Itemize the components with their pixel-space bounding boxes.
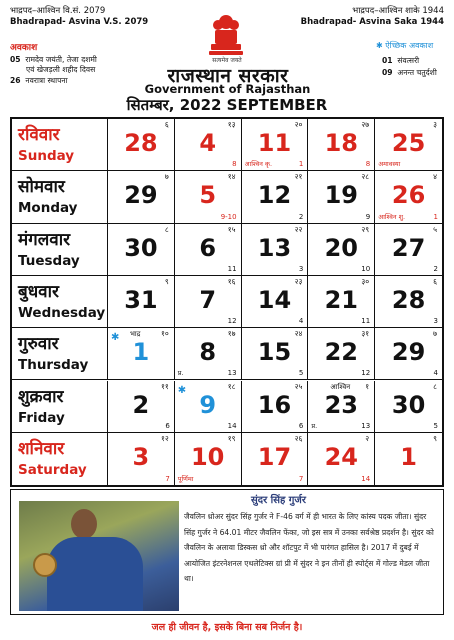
date-cell[interactable] bbox=[242, 276, 309, 327]
tithi-number: १२ bbox=[160, 433, 169, 443]
tithi-number: १४ bbox=[227, 172, 236, 182]
weekday-hindi: गुरुवार bbox=[18, 334, 59, 355]
optional-holiday-star-icon: ✱ bbox=[111, 332, 120, 344]
saka-english: Bhadrapad- Asvina Saka 1944 bbox=[300, 17, 444, 27]
nakshatra-number: 13 bbox=[361, 421, 371, 430]
date-number: 30 bbox=[391, 390, 426, 419]
date-cell[interactable] bbox=[375, 433, 442, 485]
holidays-title: अवकाश bbox=[10, 43, 38, 53]
date-cell[interactable] bbox=[175, 119, 242, 170]
tithi-number: २७ bbox=[361, 120, 370, 129]
date-number: 13 bbox=[257, 233, 292, 262]
date-number: 19 bbox=[324, 181, 358, 210]
tithi-number: १९ bbox=[227, 433, 236, 443]
tithi-number: ३१ bbox=[361, 329, 370, 339]
date-number: 23 bbox=[324, 390, 358, 419]
weekday-english: Sunday bbox=[18, 148, 75, 164]
nakshatra-number: 11 bbox=[361, 317, 371, 326]
tithi-number: ८ bbox=[433, 381, 437, 391]
weekday-label bbox=[12, 381, 108, 432]
date-number: 1 bbox=[400, 442, 417, 471]
weekday-english: Thursday bbox=[18, 357, 89, 374]
tithi-number: ५ bbox=[433, 224, 437, 234]
date-cell[interactable] bbox=[242, 224, 309, 275]
date-note: आश्विन शु. bbox=[378, 212, 406, 221]
date-number: 8 bbox=[199, 338, 217, 367]
weekday-hindi: रविवार bbox=[18, 125, 60, 145]
weekday-label bbox=[12, 433, 108, 485]
weekday-english: Saturday bbox=[18, 461, 87, 478]
tithi-number: २१ bbox=[294, 172, 303, 182]
month-change-label: आश्विन bbox=[330, 382, 351, 391]
calendar-grid bbox=[10, 117, 444, 487]
tithi-number: ३० bbox=[361, 276, 370, 286]
nakshatra-number: 9-10 bbox=[220, 212, 237, 221]
date-number: 17 bbox=[257, 442, 292, 471]
date-cell[interactable] bbox=[375, 171, 442, 222]
date-number: 31 bbox=[124, 285, 158, 314]
date-cell[interactable] bbox=[175, 224, 242, 275]
week-row bbox=[12, 381, 442, 433]
weekday-hindi: मंगलवार bbox=[18, 229, 71, 250]
nakshatra-number: 14 bbox=[227, 421, 237, 430]
nakshatra-number: 3 bbox=[298, 264, 304, 273]
weekday-english: Wednesday bbox=[18, 304, 106, 321]
date-number: 2 bbox=[132, 390, 150, 419]
nakshatra-number: 1 bbox=[433, 212, 438, 221]
optional-holiday-item: 09 अनन्त चतुर्दशी bbox=[382, 68, 437, 77]
tithi-number: १६ bbox=[227, 276, 236, 286]
weekday-hindi: शुक्रवार bbox=[18, 386, 64, 407]
tithi-number: २९ bbox=[361, 224, 370, 234]
tithi-number: ३ bbox=[433, 120, 437, 129]
nakshatra-number: 14 bbox=[361, 475, 371, 484]
weekday-hindi: बुधवार bbox=[18, 281, 59, 302]
week-row bbox=[12, 224, 442, 276]
footer-slogan: जल ही जीवन है, इसके बिना सब निर्जन है। bbox=[151, 622, 303, 633]
nakshatra-number: 11 bbox=[227, 264, 237, 273]
date-cell[interactable] bbox=[175, 433, 242, 485]
nakshatra-number: 2 bbox=[433, 264, 438, 273]
optional-holidays-title: ✱ ऐच्छिक अवकाश bbox=[376, 41, 434, 50]
nakshatra-number: 4 bbox=[433, 369, 438, 378]
date-number: 20 bbox=[324, 233, 358, 262]
date-note: प्र. bbox=[311, 421, 318, 430]
date-cell[interactable] bbox=[108, 119, 175, 170]
nakshatra-number: 10 bbox=[361, 264, 371, 273]
date-number: 24 bbox=[324, 442, 358, 471]
vikram-samvat-hindi: भाद्रपद–आश्विन वि.सं. 2079 bbox=[10, 6, 106, 16]
date-note: अमावस्या bbox=[378, 160, 401, 169]
tithi-number: ९ bbox=[433, 433, 437, 443]
date-number: 7 bbox=[199, 285, 217, 314]
date-number: 12 bbox=[257, 181, 292, 210]
weekday-hindi: शनिवार bbox=[18, 438, 65, 459]
date-number: 3 bbox=[132, 442, 150, 471]
tithi-number: २ bbox=[365, 433, 370, 443]
athlete-photo bbox=[19, 501, 179, 611]
date-cell[interactable] bbox=[175, 328, 242, 379]
nakshatra-number: 2 bbox=[298, 212, 304, 221]
header-right bbox=[301, 6, 444, 28]
tithi-number: ७ bbox=[164, 172, 169, 182]
tithi-number: ६ bbox=[164, 120, 169, 129]
tithi-number: ९ bbox=[164, 276, 169, 286]
header-left bbox=[10, 6, 148, 28]
tithi-number: २५ bbox=[294, 381, 303, 391]
tithi-number: २० bbox=[294, 120, 303, 129]
weekday-label bbox=[12, 171, 108, 222]
date-number: 16 bbox=[257, 390, 292, 419]
vikram-samvat-english: Bhadrapad- Asvina V.S. 2079 bbox=[10, 17, 149, 27]
tithi-number: ४ bbox=[433, 172, 437, 182]
athlete-name: सुंदर सिंह गुर्जर bbox=[251, 495, 306, 506]
date-number: 18 bbox=[324, 129, 358, 157]
date-note: प्र. bbox=[177, 369, 184, 378]
date-cell[interactable] bbox=[108, 171, 175, 222]
date-number: 6 bbox=[199, 233, 217, 262]
holiday-item: 05 रामदेव जयंती, तेजा दशमी bbox=[10, 55, 97, 64]
date-cell[interactable] bbox=[108, 328, 175, 379]
date-note: आश्विन कृ. bbox=[244, 160, 273, 169]
saka-hindi: भाद्रपद–आश्विन शाके 1944 bbox=[352, 6, 444, 16]
week-row bbox=[12, 328, 442, 380]
tithi-number: १८ bbox=[227, 381, 236, 391]
date-cell[interactable] bbox=[242, 328, 309, 379]
date-cell[interactable] bbox=[175, 276, 242, 327]
holiday-item: 26 नवरात्रा स्थापना bbox=[10, 76, 68, 85]
date-cell[interactable] bbox=[242, 381, 309, 432]
weekday-english: Tuesday bbox=[18, 252, 80, 269]
date-cell[interactable] bbox=[175, 381, 242, 432]
tithi-number: १३ bbox=[227, 120, 236, 129]
tithi-number: ६ bbox=[433, 276, 437, 286]
date-number: 29 bbox=[391, 338, 426, 367]
weekday-label bbox=[12, 224, 108, 275]
date-cell[interactable] bbox=[375, 276, 442, 327]
tithi-number: २२ bbox=[294, 224, 303, 234]
optional-holiday-item: 01 संवत्सरी bbox=[382, 56, 420, 65]
tithi-number: २६ bbox=[294, 433, 303, 443]
date-number: 5 bbox=[199, 181, 217, 210]
date-cell[interactable] bbox=[108, 224, 175, 275]
date-number: 26 bbox=[391, 181, 426, 210]
date-cell[interactable] bbox=[242, 119, 309, 170]
nakshatra-number: 6 bbox=[298, 421, 304, 430]
date-number: 14 bbox=[257, 285, 292, 314]
nakshatra-number: 7 bbox=[298, 475, 304, 484]
nakshatra-number: 4 bbox=[298, 317, 304, 326]
date-cell[interactable] bbox=[308, 224, 375, 275]
tithi-number: २८ bbox=[361, 172, 370, 182]
date-cell[interactable] bbox=[308, 171, 375, 222]
tithi-number: ७ bbox=[433, 329, 437, 339]
date-cell[interactable] bbox=[108, 276, 175, 327]
nakshatra-number: 9 bbox=[365, 212, 371, 221]
month-change-label: भाद्र bbox=[130, 330, 141, 339]
date-number: 1 bbox=[132, 338, 150, 367]
nakshatra-number: 8 bbox=[232, 160, 237, 169]
nakshatra-number: 13 bbox=[227, 369, 237, 378]
date-cell[interactable] bbox=[375, 119, 442, 170]
tithi-number: १ bbox=[365, 381, 370, 391]
weekday-label bbox=[12, 119, 108, 170]
tithi-number: १५ bbox=[227, 224, 236, 234]
date-cell[interactable] bbox=[375, 224, 442, 275]
weekday-english: Monday bbox=[18, 200, 78, 217]
holiday-item: एवं खेजड़ली शहीद दिवस bbox=[26, 65, 96, 74]
date-number: 10 bbox=[190, 442, 225, 471]
date-cell[interactable] bbox=[375, 381, 442, 432]
date-number: 4 bbox=[199, 129, 217, 157]
nakshatra-number: 7 bbox=[165, 475, 170, 484]
date-number: 21 bbox=[324, 285, 358, 314]
nakshatra-number: 6 bbox=[165, 421, 170, 430]
medal-icon bbox=[33, 553, 57, 577]
date-number: 30 bbox=[124, 233, 158, 262]
tithi-number: ११ bbox=[160, 381, 169, 391]
tithi-number: २४ bbox=[294, 329, 303, 339]
week-row bbox=[12, 433, 442, 485]
date-cell[interactable] bbox=[308, 433, 375, 485]
nakshatra-number: 3 bbox=[433, 317, 438, 326]
nakshatra-number: 8 bbox=[365, 160, 371, 169]
weekday-hindi: सोमवार bbox=[18, 177, 65, 198]
motto: सत्यमेव जयते bbox=[212, 57, 242, 64]
tithi-number: ८ bbox=[164, 224, 169, 234]
date-cell[interactable] bbox=[242, 171, 309, 222]
nakshatra-number: 1 bbox=[298, 160, 304, 169]
nakshatra-number: 12 bbox=[227, 317, 237, 326]
date-number: 11 bbox=[257, 129, 292, 157]
date-number: 28 bbox=[124, 129, 158, 157]
weekday-english: Friday bbox=[18, 409, 65, 426]
date-cell[interactable] bbox=[308, 119, 375, 170]
date-cell[interactable] bbox=[308, 276, 375, 327]
nakshatra-number: 5 bbox=[433, 421, 438, 430]
date-number: 29 bbox=[124, 181, 158, 210]
date-number: 27 bbox=[391, 233, 426, 262]
optional-holiday-star-icon: ✱ bbox=[177, 384, 187, 396]
weekday-label bbox=[12, 276, 108, 327]
week-row bbox=[12, 171, 442, 223]
athlete-description: जैवलिन थ्रोअर सुंदर सिंह गुर्जर ने F-46 वर्ग में ही भारत के लिए कांस्य पदक जीता। सुंदर सिंह गुर्जर ने 64.01 मीटर जैवलिन फेंका, जो इस सत्र में उनका सर्वश्रेष्ठ प्रदर्शन है। सुंदर को जैवलिन के अलावा डिस्कस थ्रो और शॉटपुट में भी पारंगत हासिल है। 2017 में दुबई में आयोजित इंटरनेशनल एथलेटिक्स ग्रां प्री में सुंदर ने इन तीनों ही स्पोर्ट्स में गोल्ड मेडल जीता था। bbox=[184, 512, 434, 583]
date-number: 22 bbox=[324, 338, 358, 367]
date-number: 15 bbox=[257, 338, 292, 367]
ashoka-emblem-icon bbox=[206, 12, 246, 58]
date-cell[interactable] bbox=[308, 328, 375, 379]
date-note: पूर्णिमा bbox=[177, 475, 194, 484]
month-title: सितम्बर, 2022 SEPTEMBER bbox=[126, 96, 328, 114]
date-number: 28 bbox=[391, 285, 426, 314]
tithi-number: २३ bbox=[294, 276, 303, 286]
weekday-label bbox=[12, 328, 108, 379]
week-row bbox=[12, 276, 442, 328]
date-number: 9 bbox=[199, 390, 217, 419]
nakshatra-number: 12 bbox=[361, 369, 371, 378]
tithi-number: १७ bbox=[227, 329, 236, 339]
date-cell[interactable] bbox=[375, 328, 442, 379]
tithi-number: १० bbox=[160, 329, 169, 339]
date-cell[interactable] bbox=[242, 433, 309, 485]
date-cell[interactable] bbox=[108, 381, 175, 432]
nakshatra-number: 5 bbox=[298, 369, 304, 378]
date-number: 25 bbox=[391, 129, 426, 157]
week-row bbox=[12, 119, 442, 171]
government-title-hindi: राजस्थान सरकार bbox=[167, 65, 289, 87]
athlete-feature bbox=[10, 489, 444, 615]
government-title-english: Government of Rajasthan bbox=[144, 82, 311, 96]
date-cell[interactable] bbox=[175, 171, 242, 222]
date-cell[interactable] bbox=[108, 433, 175, 485]
date-cell[interactable] bbox=[308, 381, 375, 432]
